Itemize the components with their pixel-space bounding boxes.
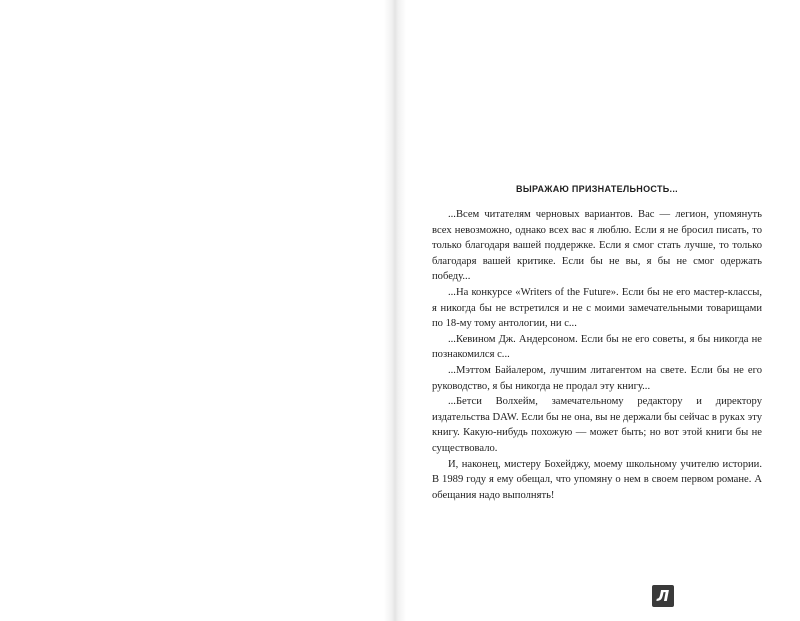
- section-heading: ВЫРАЖАЮ ПРИЗНАТЕЛЬНОСТЬ...: [516, 184, 678, 194]
- paragraph-5: ...Бетси Волхейм, замечательному редактору и директору издательства DAW. Если бы не она, вы не держали бы сейчас в руках эту книгу. Какую-нибудь похожую — может быть; но вот этой книги бы не существовало.: [432, 396, 762, 454]
- acknowledgements-section: [432, 183, 762, 503]
- paragraph-3: ...Кевином Дж. Андерсоном. Если бы не его советы, я бы никогда не познакомился с...: [432, 333, 762, 361]
- book-gutter: [384, 0, 406, 621]
- paragraph-6: И, наконец, мистеру Бохейджу, моему школьному учителю истории. В 1989 году я ему обещал, что упомяну о нем в своем первом романе. А обещания надо выполнять!: [432, 458, 762, 501]
- paragraph-2: ...На конкурсе «Writers of the Future». Если бы не его мастер-классы, я никогда бы не встретился и не с моими замечательными товарищами по 18-му тому антологии, ни с...: [432, 286, 762, 330]
- left-page: [0, 0, 384, 621]
- paragraph-4: ...Мэттом Байалером, лучшим литагентом на свете. Если бы не его руководство, я бы никогда не продал эту книгу...: [432, 364, 762, 392]
- paragraph-1: ...Всем читателям черновых вариантов. Вас — легион, упомянуть всех невозможно, однако всех вас я люблю. Если я не бросил писать, то только благодаря вашей поддержке. Если я смог стать лучше, то только благодаря вашей критике. Если бы не вы, я бы не смог одержать победу...: [432, 209, 762, 283]
- labirint-logo-icon: Л: [652, 585, 674, 607]
